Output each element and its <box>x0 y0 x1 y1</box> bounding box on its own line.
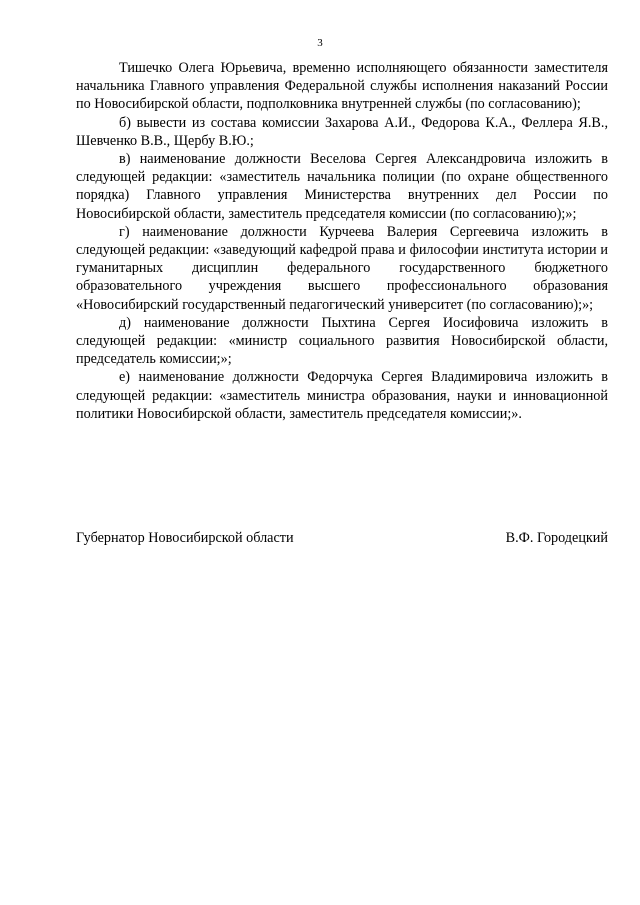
paragraph-item-b: б) вывести из состава комиссии Захарова А.И., Федорова К.А., Феллера Я.В., Шевченко В.В., Щербу В.Ю.; <box>76 114 608 149</box>
signatory-position: Губернатор Новосибирской области <box>76 530 294 546</box>
paragraph-item-e: е) наименование должности Федорчука Сергея Владимировича изложить в следующей редакции: «заместитель министра образования, науки и инновационной политики Новосибирской области, заместитель председателя комиссии;». <box>76 369 608 422</box>
paragraph-appointee-tishechko: Тишечко Олега Юрьевича, временно исполняющего обязанности заместителя начальника Главного управления Федеральной службы исполнения наказаний России по Новосибирской области, подполковника внутренней службы (по согласованию); <box>76 60 608 113</box>
signature-block <box>76 529 608 547</box>
page-number: 3 <box>317 37 323 49</box>
signatory-name: В.Ф. Городецкий <box>505 530 608 546</box>
paragraph-item-v: в) наименование должности Веселова Сергея Александровича изложить в следующей редакции: «заместитель начальника полиции (по охране общественного порядка) Главного управления Министерства внутренних дел России по Новосибирской области, заместитель председателя комиссии (по согласованию);»; <box>76 151 608 222</box>
paragraph-item-g: г) наименование должности Курчеева Валерия Сергеевича изложить в следующей редакции: «заведующий кафедрой права и философии института истории и гуманитарных дисциплин федерального государственного бюджетного образовательного учреждения высшего профессионального образования «Новосибирский государственный педагогический университет (по согласованию);»; <box>76 223 608 313</box>
document-body <box>76 59 608 423</box>
paragraph-item-d: д) наименование должности Пыхтина Сергея Иосифовича изложить в следующей редакции: «министр социального развития Новосибирской области, председатель комиссии;»; <box>76 314 608 368</box>
